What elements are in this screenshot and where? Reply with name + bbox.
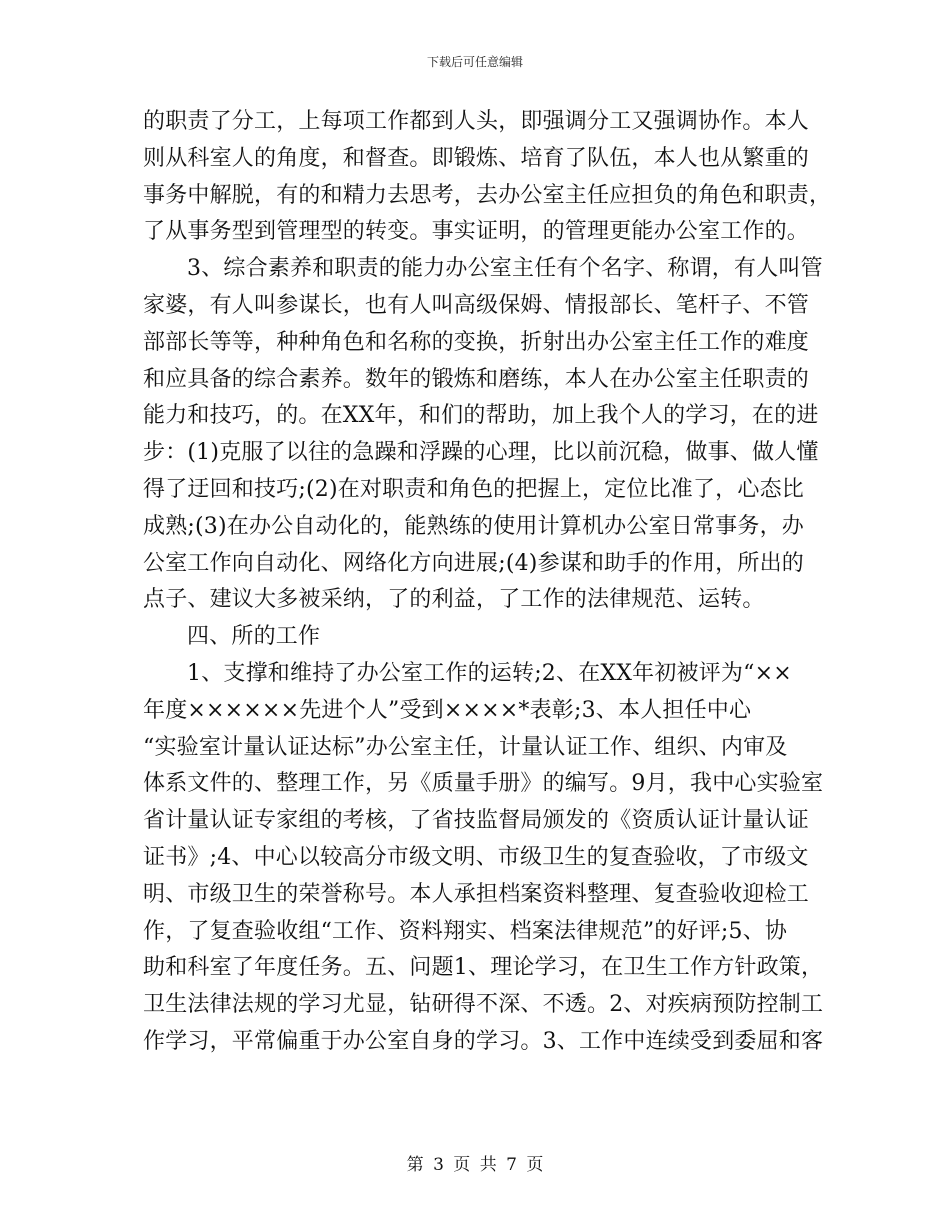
paragraph-start-line: 1、支撑和维持了办公室工作的运转;2、在XX年初被评为“×× xyxy=(187,660,792,686)
text-line: 步：(1)克服了以往的急躁和浮躁的心理，比以前沉稳，做事、做人懂 xyxy=(143,440,819,466)
text-line: 体系文件的、整理工作，另《质量手册》的编写。9月，我中心实验室 xyxy=(143,771,824,797)
text-line: 的职责了分工，上每项工作都到人头，即强调分工又强调协作。本人 xyxy=(143,109,810,134)
text-line: 点子、建议大多被采纳，了的利益，了工作的法律规范、运转。 xyxy=(143,587,765,613)
text-line: 则从科室人的角度，和督查。即锻炼、培育了队伍，本人也从繁重的 xyxy=(143,145,810,171)
text-line: 助和科室了年度任务。五、问题1、理论学习，在卫生工作方针政策， xyxy=(143,955,824,981)
text-line: 明、市级卫生的荣誉称号。本人承担档案资料整理、复查验收迎检工 xyxy=(143,881,810,907)
text-line: 作学习，平常偏重于办公室自身的学习。3、工作中连续受到委屈和客 xyxy=(143,1028,824,1054)
text-line: 了从事务型到管理型的转变。事实证明，的管理更能办公室工作的。 xyxy=(143,219,810,245)
text-line: 公室工作向自动化、网络化方向进展;(4)参谋和助手的作用，所出的 xyxy=(143,550,804,576)
page-number-footer: 第 3 页 共 7 页 xyxy=(406,1155,544,1175)
text-line: 省计量认证专家组的考核，了省技监督局颁发的《资质认证计量认证 xyxy=(143,808,810,834)
text-line: 家婆，有人叫参谋长，也有人叫高级保姆、情报部长、笔杆子、不管 xyxy=(143,292,810,318)
text-line: 年度××××××先进个人”受到××××*表彰;3、本人担任中心 xyxy=(143,697,752,723)
text-line: 作，了复查验收组“工作、资料翔实、档案法律规范”的好评;5、协 xyxy=(143,918,788,944)
text-line: 和应具备的综合素养。数年的锻炼和磨练，本人在办公室主任职责的 xyxy=(143,366,810,392)
text-line: 得了迂回和技巧;(2)在对职责和角色的把握上，定位比准了，心态比 xyxy=(143,476,804,502)
text-line: 事务中解脱，有的和精力去思考，去办公室主任应担负的角色和职责， xyxy=(143,182,832,208)
page-header: 下载后可任意编辑 xyxy=(426,55,523,69)
paragraph-start-line: 3、综合素养和职责的能力办公室主任有个名字、称谓，有人叫管 xyxy=(187,256,823,282)
text-line: 成熟;(3)在办公自动化的，能熟练的使用计算机办公室日常事务，办 xyxy=(143,513,804,539)
text-line: 部部长等等，种种角色和名称的变换，折射出办公室主任工作的难度 xyxy=(143,329,810,355)
section-heading: 四、所的工作 xyxy=(187,624,321,650)
text-line: “实验室计量认证达标”办公室主任，计量认证工作、组织、内审及 xyxy=(143,734,788,760)
text-line: 卫生法律法规的学习尤显，钻研得不深、不透。2、对疾病预防控制工 xyxy=(143,992,824,1018)
text-line: 能力和技巧，的。在XX年，和们的帮助，加上我个人的学习，在的进 xyxy=(143,403,819,429)
document-body xyxy=(143,104,832,1061)
text-line: 证书》;4、中心以较高分市级文明、市级卫生的复查验收，了市级文 xyxy=(143,844,809,870)
